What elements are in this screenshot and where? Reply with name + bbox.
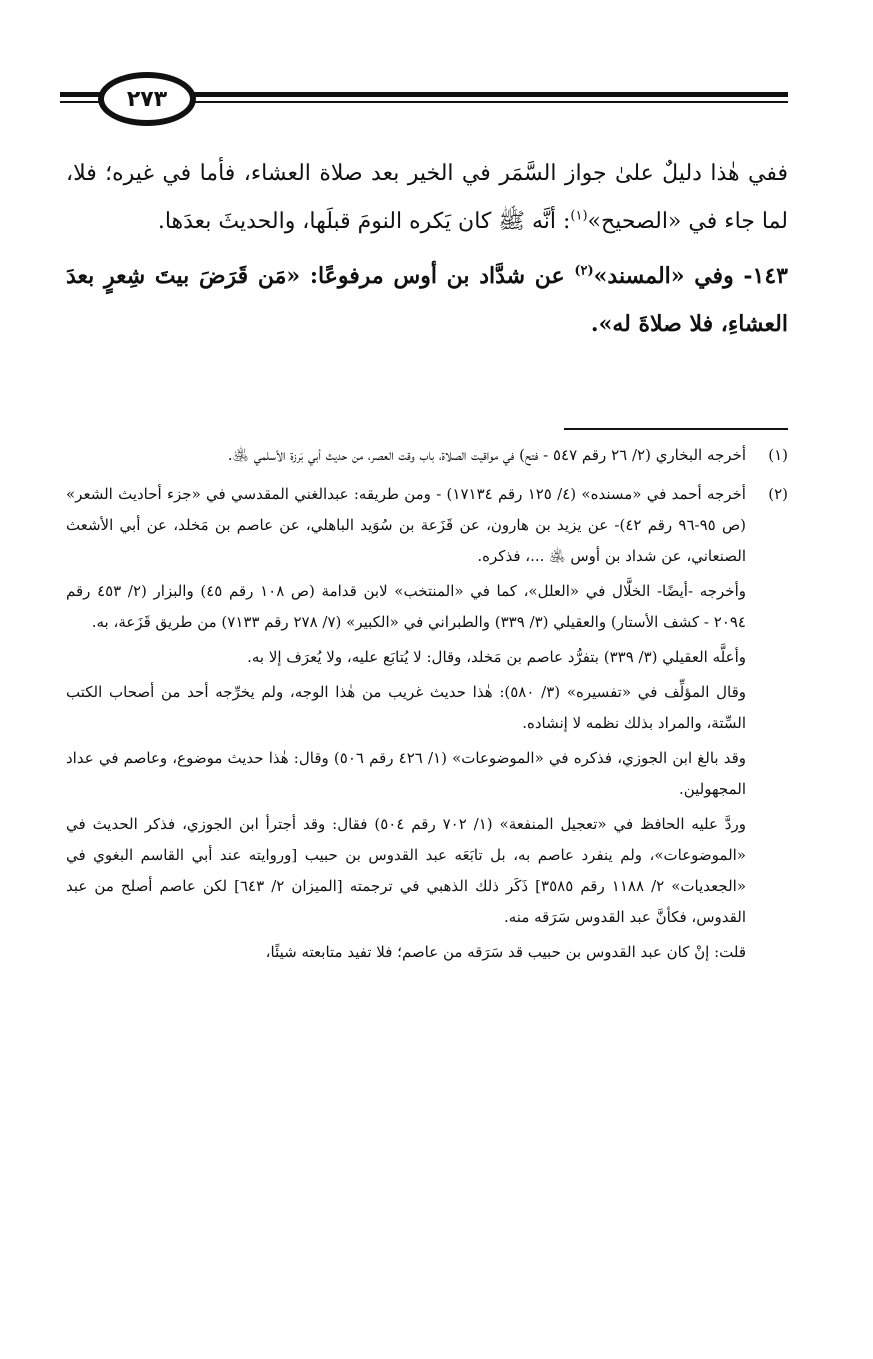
footnote-separator (564, 428, 788, 430)
footnote-paragraph: قلت: إنْ كان عبد القدوس بن حبيب قد سَرَقه من عاصم؛ فلا تفيد متابعته شيئًا، (265, 943, 746, 961)
footnote-paragraph: وأعلَّه العقيلي (٣/ ٣٣٩) بتفرُّد عاصم بن مَخلد، وقال: لا يُتابَع عليه، ولا يُعرَف إلا به. (247, 648, 746, 666)
footnote-paragraph: أخرجه أحمد في «مسنده» (٤/ ١٢٥ رقم ١٧١٣٤) - ومن طريقه: عبدالغني المقدسي في «جزء أحاديث الشعر» (ص ٩٥-٩٦ رقم ٤٢)- عن يزيد بن هارون، عن قَزَعة بن سُوَيد الباهلي، عن عاصم بن مَخلد، عن أبي الأشعث الصنعاني، عن شداد بن أوس ﵁ ...، فذكره. (66, 485, 747, 565)
footnote (66, 440, 788, 475)
footnote-paragraph: أخرجه البخاري (٢/ ٢٦ رقم ٥٤٧ - فتح) في مواقيت الصلاة، باب وقت العصر، من حديث أبي بَرزة الأسلمي ﵁. (227, 446, 746, 464)
footnotes (66, 440, 788, 976)
footnote-number: (١) (768, 446, 788, 464)
paragraph-text: ١٤٣- وفي «المسند» (593, 263, 788, 289)
main-paragraph (66, 150, 788, 246)
footnote-paragraph: وردَّ عليه الحافظ في «تعجيل المنفعة» (١/ ٧٠٢ رقم ٥٠٤) فقال: وقد أجترأ ابن الجوزي، فذكر الحديث في «الموضوعات»، ولم ينفرد عاصم به، بل تابَعَه عبد القدوس بن حبيب [وروايته عند أبي القاسم البغوي في «الجعديات» ٢/ ١١٨٨ رقم ٣٥٨٥] ذَكَر ذلك الذهبي في ترجمته [الميزان ٢/ ٦٤٣] لكن عاصم أصلح من عبد القدوس، فكأنَّ عبد القدوس سَرَقه منه. (66, 815, 747, 926)
footnote-body (66, 479, 746, 972)
paragraph-text: ففي هٰذا دليلٌ علىٰ جواز السَّمَر في الخير بعد صلاة العشاء، فأما في غيره؛ فلا، لما جاء في «الصحيح» (66, 161, 788, 234)
paragraph-text: : أنَّه ﷺ كان يَكره النومَ قبلَها، والحديثَ بعدَها. (157, 209, 571, 234)
footnote-paragraph: وأخرجه -أيضًا- الخلَّال في «العلل»، كما في «المنتخب» لابن قدامة (ص ١٠٨ رقم ٤٥) والبزار (٢/ ٤٥٣ رقم ٢٠٩٤ - كشف الأستار) والعقيلي (٣/ ٣٣٩) والطبراني في «الكبير» (٧/ ٢٧٨ رقم ٧١٣٣) من طريق قَزَعة، به. (66, 582, 746, 631)
paragraph-text: عن شدَّاد بن أوس مرفوعًا: «مَن قَرَضَ بيتَ شِعرٍ بعدَ العشاءِ، فلا صلاةَ له». (66, 263, 788, 337)
footnote-number: (٢) (768, 485, 788, 503)
main-text (66, 150, 788, 348)
footnote-paragraph: وقد بالغ ابن الجوزي، فذكره في «الموضوعات» (١/ ٤٢٦ رقم ٥٠٦) وقال: هٰذا حديث موضوع، وعاصم في عداد المجهولين. (66, 749, 747, 798)
page-header (60, 70, 788, 130)
footnote (66, 479, 788, 972)
footnote-ref: (٢) (574, 263, 594, 279)
footnote-paragraph: وقال المؤلِّف في «تفسيره» (٣/ ٥٨٠): هٰذا حديث غريب من هٰذا الوجه، ولم يخرِّجه أحد من أصحاب الكتب السِّتة، والمراد بذلك نظمه لا إنشاده. (66, 683, 746, 732)
footnote-body (66, 440, 746, 475)
footnote-ref: (١) (570, 208, 588, 224)
page-number: ٢٧٣ (98, 72, 196, 126)
hadith-paragraph (66, 252, 788, 348)
